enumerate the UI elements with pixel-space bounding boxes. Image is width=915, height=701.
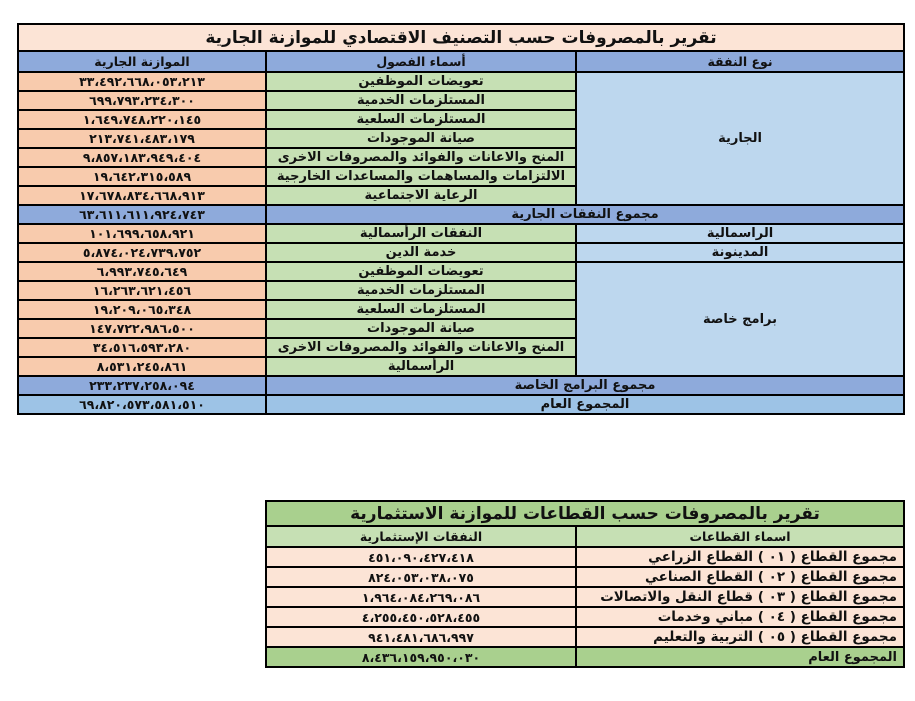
budget-value: ١،٦٤٩،٧٤٨،٢٢٠،١٤٥ [18, 110, 266, 129]
grand-total-label: المجموع العام [266, 395, 904, 414]
budget-value: ٢١٣،٧٤١،٤٨٣،١٧٩ [18, 129, 266, 148]
sector-value: ٨٢٤،٠٥٣،٠٣٨،٠٧٥ [266, 567, 576, 587]
chapter-name: المستلزمات الخدمية [266, 281, 576, 300]
grand-total-label: المجموع العام [576, 647, 904, 667]
expense-type-capital: الراسمالية [576, 224, 904, 243]
header-sector-names: اسماء القطاعات [576, 526, 904, 547]
table-row [18, 243, 904, 262]
chapter-name: صيانة الموجودات [266, 129, 576, 148]
subtotal-label: مجموع البرامج الخاصة [266, 376, 904, 395]
header-current-budget: الموازنة الجارية [18, 51, 266, 72]
budget-value: ١٦،٢٦٣،٦٢١،٤٥٦ [18, 281, 266, 300]
sector-name: مجموع القطاع ( ٠٤ ) مباني وخدمات [576, 607, 904, 627]
header-chapter-names: أسماء الفصول [266, 51, 576, 72]
budget-value: ٣٣،٤٩٢،٦٦٨،٠٥٣،٢١٣ [18, 72, 266, 91]
sector-value: ٩٤١،٤٨١،٦٨٦،٩٩٧ [266, 627, 576, 647]
table-row [266, 607, 904, 627]
subtotal-label: مجموع النفقات الجارية [266, 205, 904, 224]
chapter-name: تعويضات الموظفين [266, 72, 576, 91]
budget-value: ١٩،٢٠٩،٠٦٥،٣٤٨ [18, 300, 266, 319]
sector-value: ٤٥١،٠٩٠،٤٢٧،٤١٨ [266, 547, 576, 567]
grand-total-value: ٦٩،٨٢٠،٥٧٣،٥٨١،٥١٠ [18, 395, 266, 414]
table-title: تقرير بالمصروفات حسب القطاعات للموازنة الاستثمارية [266, 501, 904, 526]
grand-total-value: ٨،٤٣٦،١٥٩،٩٥٠،٠٣٠ [266, 647, 576, 667]
chapter-name: المنح والاعانات والفوائد والمصروفات الاخرى [266, 338, 576, 357]
budget-value: ٨،٥٣١،٢٤٥،٨٦١ [18, 357, 266, 376]
subtotal-row-current [18, 205, 904, 224]
sector-value: ١،٩٦٤،٠٨٤،٢٦٩،٠٨٦ [266, 587, 576, 607]
expense-type-special: برامج خاصة [576, 262, 904, 376]
budget-value: ٦٩٩،٧٩٣،٢٣٤،٣٠٠ [18, 91, 266, 110]
chapter-name: الالتزامات والمساهمات والمساعدات الخارجية [266, 167, 576, 186]
budget-value: ١٠١،٦٩٩،٦٥٨،٩٢١ [18, 224, 266, 243]
subtotal-value: ٢٣٣،٢٣٧،٢٥٨،٠٩٤ [18, 376, 266, 395]
chapter-name: الرأسمالية [266, 357, 576, 376]
expense-type-debt: المدينونة [576, 243, 904, 262]
header-investment-spending: النفقات الإستثمارية [266, 526, 576, 547]
subtotal-row-special [18, 376, 904, 395]
chapter-name: خدمة الدين [266, 243, 576, 262]
sector-name: مجموع القطاع ( ٠٣ ) قطاع النقل والاتصالات [576, 587, 904, 607]
grand-total-row [18, 395, 904, 414]
table-row [18, 72, 904, 91]
chapter-name: المستلزمات السلعية [266, 110, 576, 129]
budget-value: ٩،٨٥٧،١٨٣،٩٤٩،٤٠٤ [18, 148, 266, 167]
investment-budget-table [265, 500, 905, 668]
budget-value: ٣٤،٥١٦،٥٩٣،٢٨٠ [18, 338, 266, 357]
subtotal-value: ٦٣،٦١١،٦١١،٩٢٤،٧٤٣ [18, 205, 266, 224]
grand-total-row [266, 647, 904, 667]
chapter-name: المنح والاعانات والفوائد والمصروفات الاخرى [266, 148, 576, 167]
chapter-name: تعويضات الموظفين [266, 262, 576, 281]
budget-value: ١٩،٦٤٢،٣١٥،٥٨٩ [18, 167, 266, 186]
sector-name: مجموع القطاع ( ٠٥ ) التربية والتعليم [576, 627, 904, 647]
table-row [266, 627, 904, 647]
table-row [266, 547, 904, 567]
header-expense-type: نوع النفقة [576, 51, 904, 72]
budget-value: ١٧،٦٧٨،٨٣٤،٦٦٨،٩١٣ [18, 186, 266, 205]
chapter-name: المستلزمات السلعية [266, 300, 576, 319]
table-title: تقرير بالمصروفات حسب التصنيف الاقتصادي للموازنة الجارية [18, 24, 904, 51]
chapter-name: النفقات الرأسمالية [266, 224, 576, 243]
chapter-name: الرعاية الاجتماعية [266, 186, 576, 205]
sector-value: ٤،٢٥٥،٤٥٠،٥٢٨،٤٥٥ [266, 607, 576, 627]
sector-name: مجموع القطاع ( ٠٢ ) القطاع الصناعي [576, 567, 904, 587]
current-budget-table [17, 23, 905, 415]
table-row [266, 587, 904, 607]
chapter-name: المستلزمات الخدمية [266, 91, 576, 110]
expense-type-current: الجارية [576, 72, 904, 205]
budget-value: ٥،٨٧٤،٠٢٤،٧٣٩،٧٥٢ [18, 243, 266, 262]
table-row [18, 224, 904, 243]
budget-value: ١٤٧،٧٢٢،٩٨٦،٥٠٠ [18, 319, 266, 338]
sector-name: مجموع القطاع ( ٠١ ) القطاع الزراعي [576, 547, 904, 567]
table-row [18, 262, 904, 281]
chapter-name: صيانة الموجودات [266, 319, 576, 338]
table-row [266, 567, 904, 587]
budget-value: ٦،٩٩٣،٧٤٥،٦٤٩ [18, 262, 266, 281]
